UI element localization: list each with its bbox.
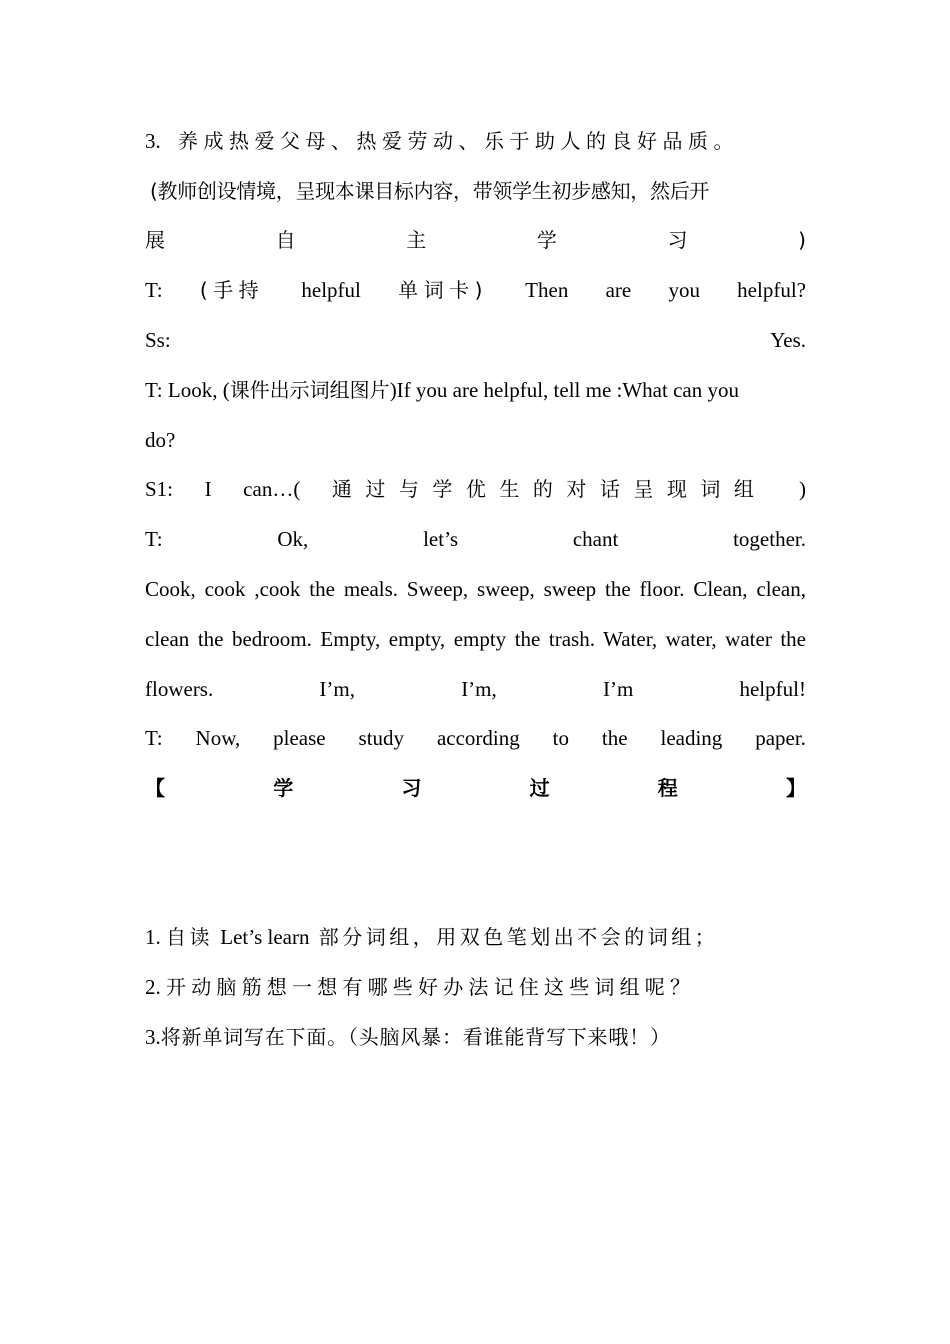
dialogue-word: I [204, 477, 212, 501]
dialogue-line-t2 [145, 365, 806, 415]
dialogue-word: the [601, 726, 628, 750]
step-3 [145, 1012, 806, 1062]
dialogue-word: Ok, [277, 527, 309, 551]
stage-note: (手持 [199, 278, 265, 302]
dialogue-word: study [358, 726, 405, 750]
chant-line: clean the bedroom. Empty, empty, empty the trash. Water, water, water the [145, 627, 806, 651]
process-heading [145, 763, 806, 813]
note-char: 习 [667, 228, 688, 252]
step-english: Let’s learn [220, 925, 310, 949]
step-text: 自读 [166, 925, 213, 949]
step-number: 2. [145, 975, 161, 999]
heading-char: 过 [529, 776, 550, 800]
step-1 [145, 912, 806, 962]
speaker-label: T: [145, 278, 163, 302]
dialogue-word: chant [572, 527, 619, 551]
step-text: 将新单词写在下面。（头脑风暴：看谁能背写下来哦！） [160, 1025, 671, 1049]
chant-line: Cook, cook ,cook the meals. Sweep, sweep, sweep the floor. Clean, clean, [145, 577, 806, 601]
dialogue-line-t4 [145, 713, 806, 763]
heading-char: 学 [273, 776, 294, 800]
dialogue-word: let’s [423, 527, 459, 551]
dialogue-word: to [552, 726, 570, 750]
dialogue-word: leading [660, 726, 723, 750]
note-char: 学 [536, 228, 557, 252]
dialogue-line-t1 [145, 265, 806, 315]
vocab-word: helpful [301, 278, 361, 302]
dialogue-text: T: Look, ( [145, 378, 230, 402]
dialogue-word: together. [733, 527, 806, 551]
heading-char: 习 [401, 776, 422, 800]
speaker-label: Ss: [145, 328, 171, 352]
heading-char: 【 [145, 776, 165, 800]
note-char: ) [798, 228, 806, 252]
dialogue-word: paper. [755, 726, 806, 750]
teacher-note-continuation [145, 215, 806, 265]
stage-note: 通过与学优生的对话呈现词组 [331, 477, 768, 501]
goal-3-text: 养成热爱父母、热爱劳动、乐于助人的良好品质。 [178, 129, 739, 153]
step-number: 3. [145, 1025, 161, 1049]
note-char: 主 [406, 228, 427, 252]
step-number: 1. [145, 925, 161, 949]
heading-char: 】 [785, 776, 806, 800]
dialogue-word: are [605, 278, 632, 302]
step-text: 部分词组，用双色笔划出不会的词组； [318, 925, 719, 949]
dialogue-line-t3 [145, 514, 806, 564]
goal-3-number: 3. [145, 129, 161, 153]
goal-3-line [145, 116, 806, 166]
speaker-label: T: [145, 527, 163, 551]
stage-note: 单词卡) [398, 278, 488, 302]
chant-line [145, 664, 806, 714]
chant-word: I’m [602, 677, 634, 701]
dialogue-line-t2-cont: do? [145, 428, 176, 452]
speaker-label: T: [145, 726, 163, 750]
dialogue-reply: Yes. [770, 328, 806, 352]
chant-word: flowers. [145, 677, 214, 701]
step-text: 开动脑筋想一想有哪些好办法记住这些词组呢？ [166, 975, 696, 999]
chant-word: I’m, [319, 677, 355, 701]
heading-char: 程 [657, 776, 678, 800]
step-2 [145, 962, 806, 1012]
dialogue-word: can…( [243, 477, 301, 501]
dialogue-word: you [668, 278, 700, 302]
teacher-note-line: (教师创设情境，呈现本课目标内容，带领学生初步感知，然后开 [150, 179, 710, 203]
speaker-label: S1: [145, 477, 174, 501]
stage-note: 课件出示词组图片 [229, 378, 390, 402]
dialogue-line-ss [145, 315, 806, 365]
chant-word: I’m, [461, 677, 497, 701]
dialogue-word: Then [525, 278, 569, 302]
note-char: 自 [275, 228, 296, 252]
dialogue-word: Now, [195, 726, 241, 750]
chant-word: helpful! [739, 677, 806, 701]
dialogue-word: helpful? [737, 278, 806, 302]
dialogue-line-s1 [145, 464, 806, 514]
dialogue-text: )If you are helpful, tell me :What can you [389, 378, 739, 402]
dialogue-word: according [436, 726, 520, 750]
dialogue-word: please [273, 726, 326, 750]
note-char: 展 [145, 228, 165, 252]
dialogue-word: ) [798, 477, 806, 501]
